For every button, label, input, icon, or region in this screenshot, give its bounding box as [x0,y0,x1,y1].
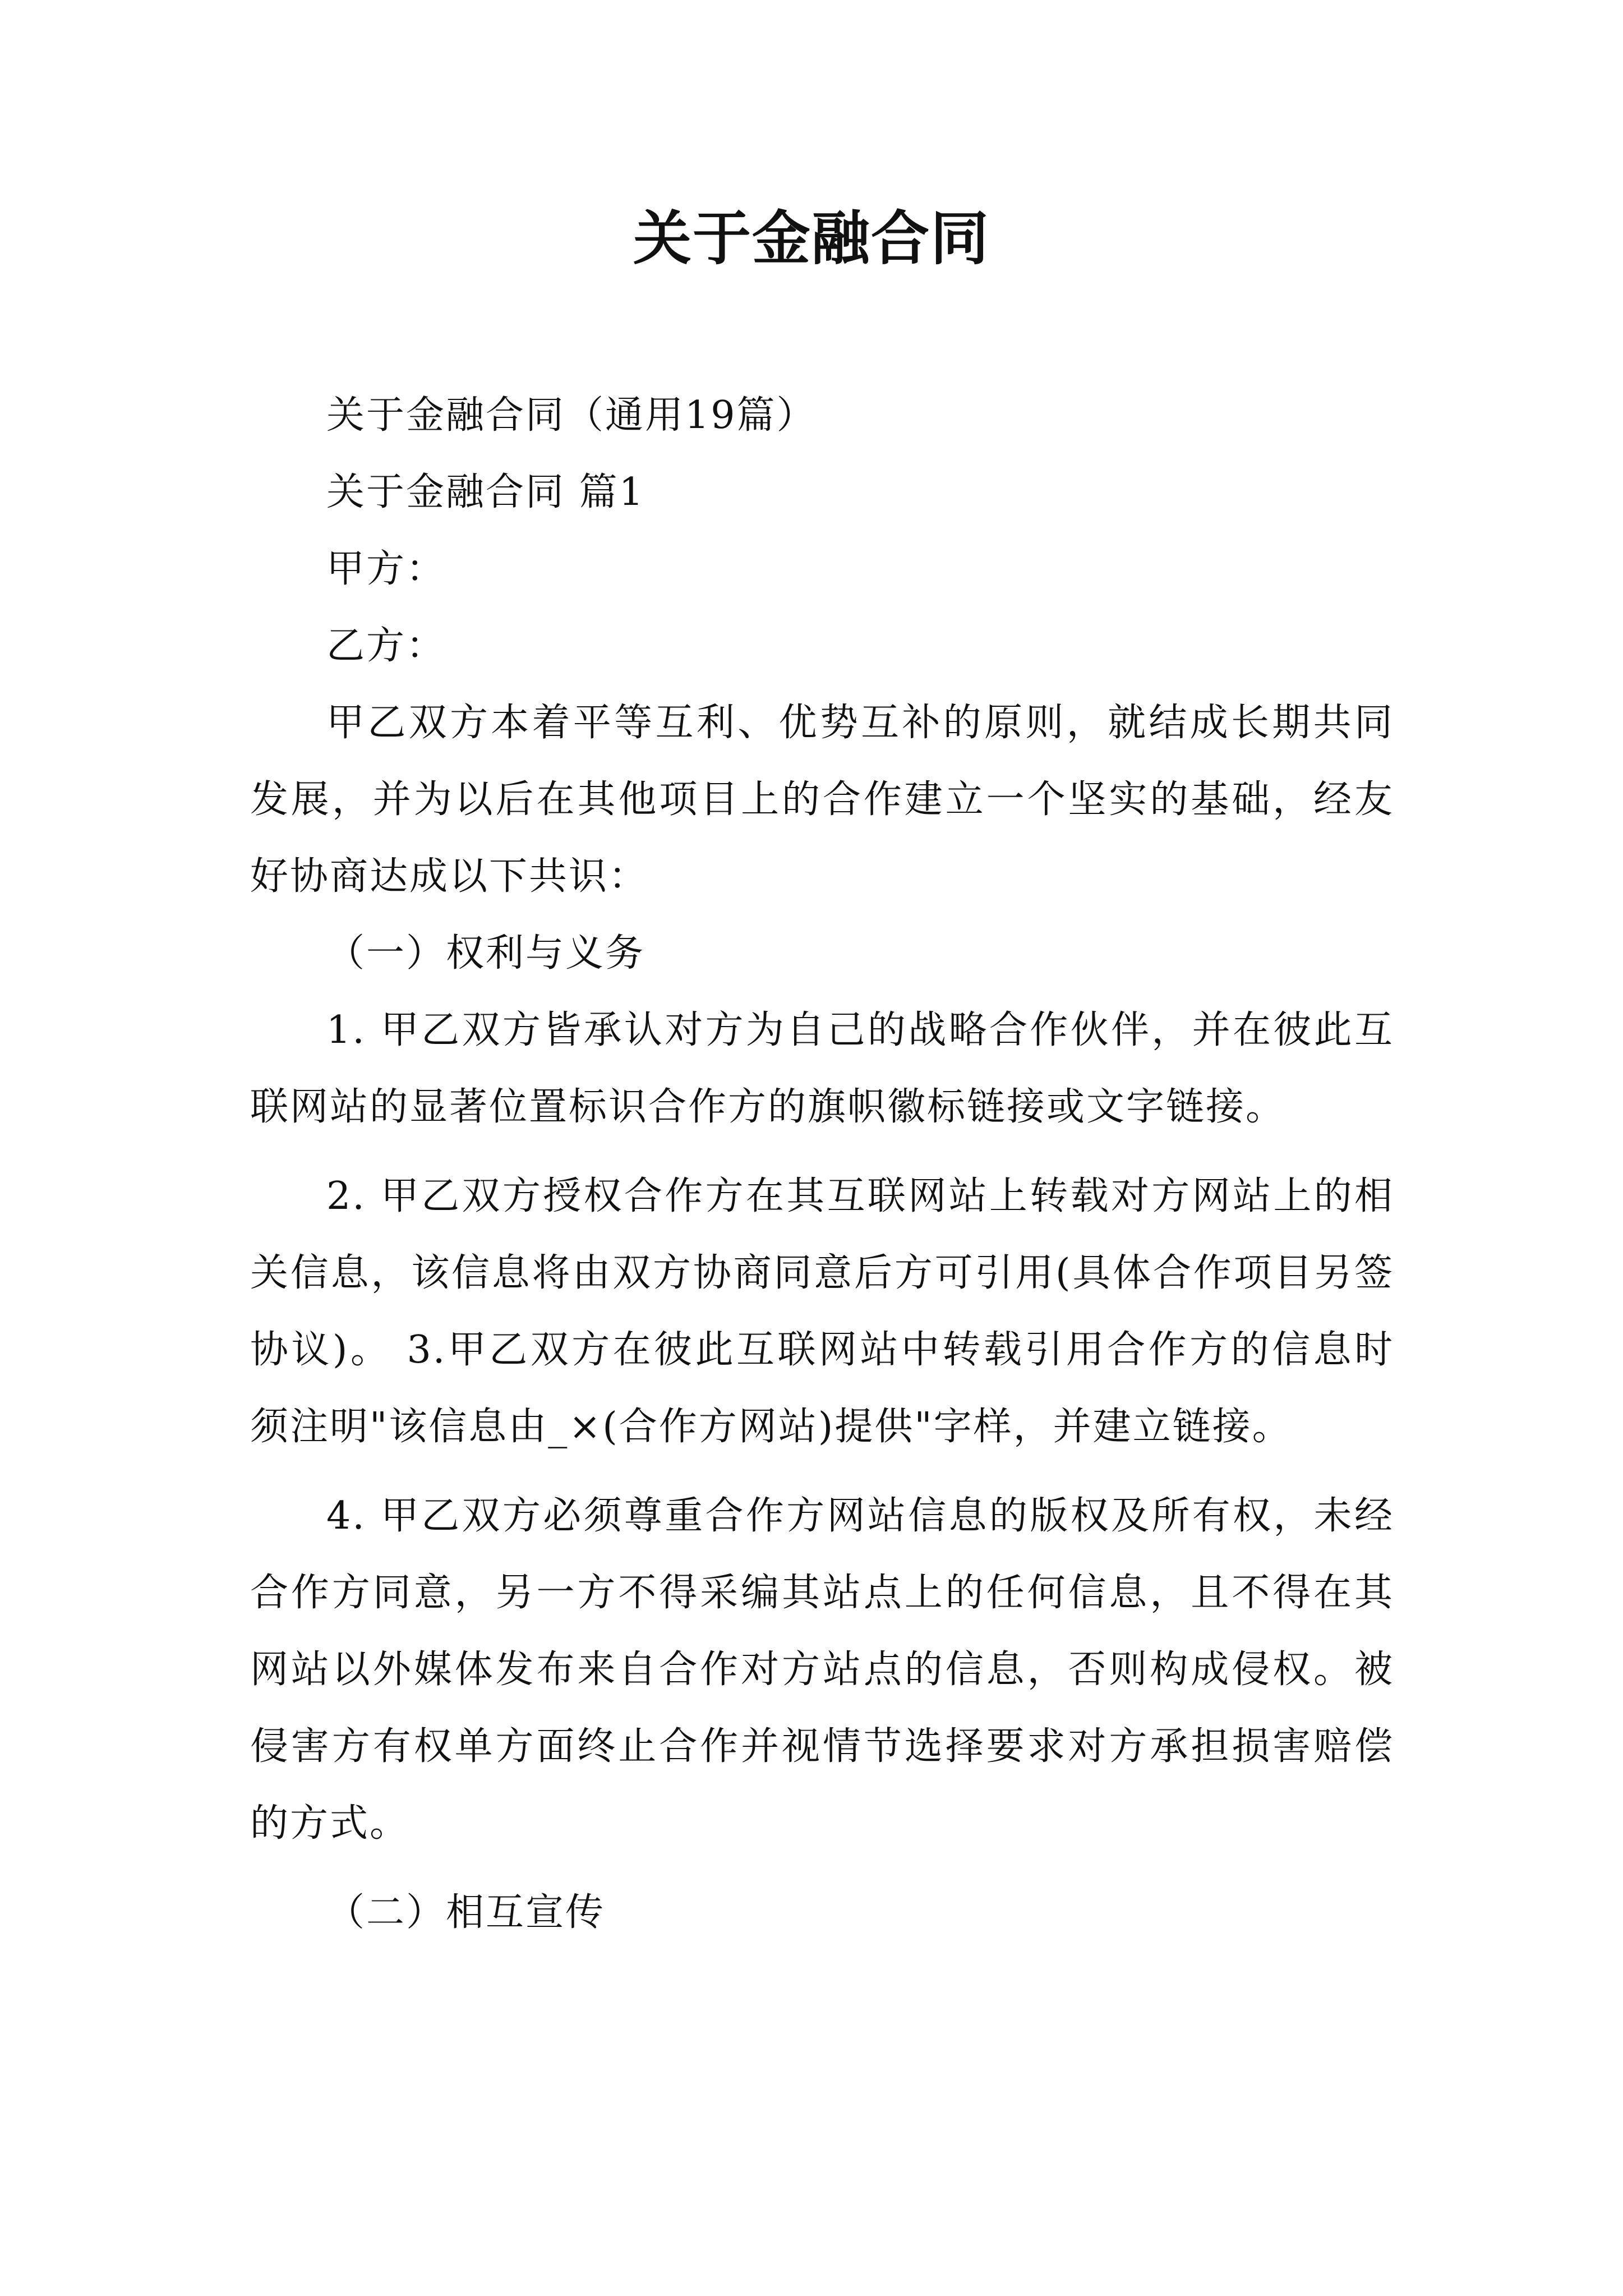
body-paragraph: 4. 甲乙双方必须尊重合作方网站信息的版权及所有权，未经合作方同意，另一方不得采编其站点上的任何信息，且不得在其网站以外媒体发布来自合作对方站点的信息，否则构成侵权。被侵害方有权单方面终止合作并视情节选择要求对方承担损害赔偿的方式。 [250,1494,1394,1846]
document-title: 关于金融合同 [633,204,990,273]
document-body [250,377,1394,1951]
clause-heading: （二）相互宣传 [326,1890,606,1935]
clause-heading: （一）权利与义务 [326,931,645,976]
body-paragraph: 2. 甲乙双方授权合作方在其互联网站上转载对方网站上的相关信息，该信息将由双方协商同意后方可引用(具体合作项目另签协议)。 3.甲乙双方在彼此互联网站中转载引用合作方的信息时须注明"该信息由_×(合作方网站)提供"字样，并建立链接。 [250,1174,1394,1449]
party-a-label: 甲方： [326,547,446,591]
section-heading: 关于金融合同 篇1 [326,470,645,514]
document-subtitle: 关于金融合同（通用19篇） [326,393,817,438]
body-paragraph: 甲乙双方本着平等互利、优势互补的原则，就结成长期共同发展，并为以后在其他项目上的合作建立一个坚实的基础，经友好协商达成以下共识： [250,701,1394,899]
party-b-label: 乙方： [326,624,446,668]
body-paragraph: 1. 甲乙双方皆承认对方为自己的战略合作伙伴，并在彼此互联网站的显著位置标识合作方的旗帜徽标链接或文字链接。 [250,1008,1394,1129]
